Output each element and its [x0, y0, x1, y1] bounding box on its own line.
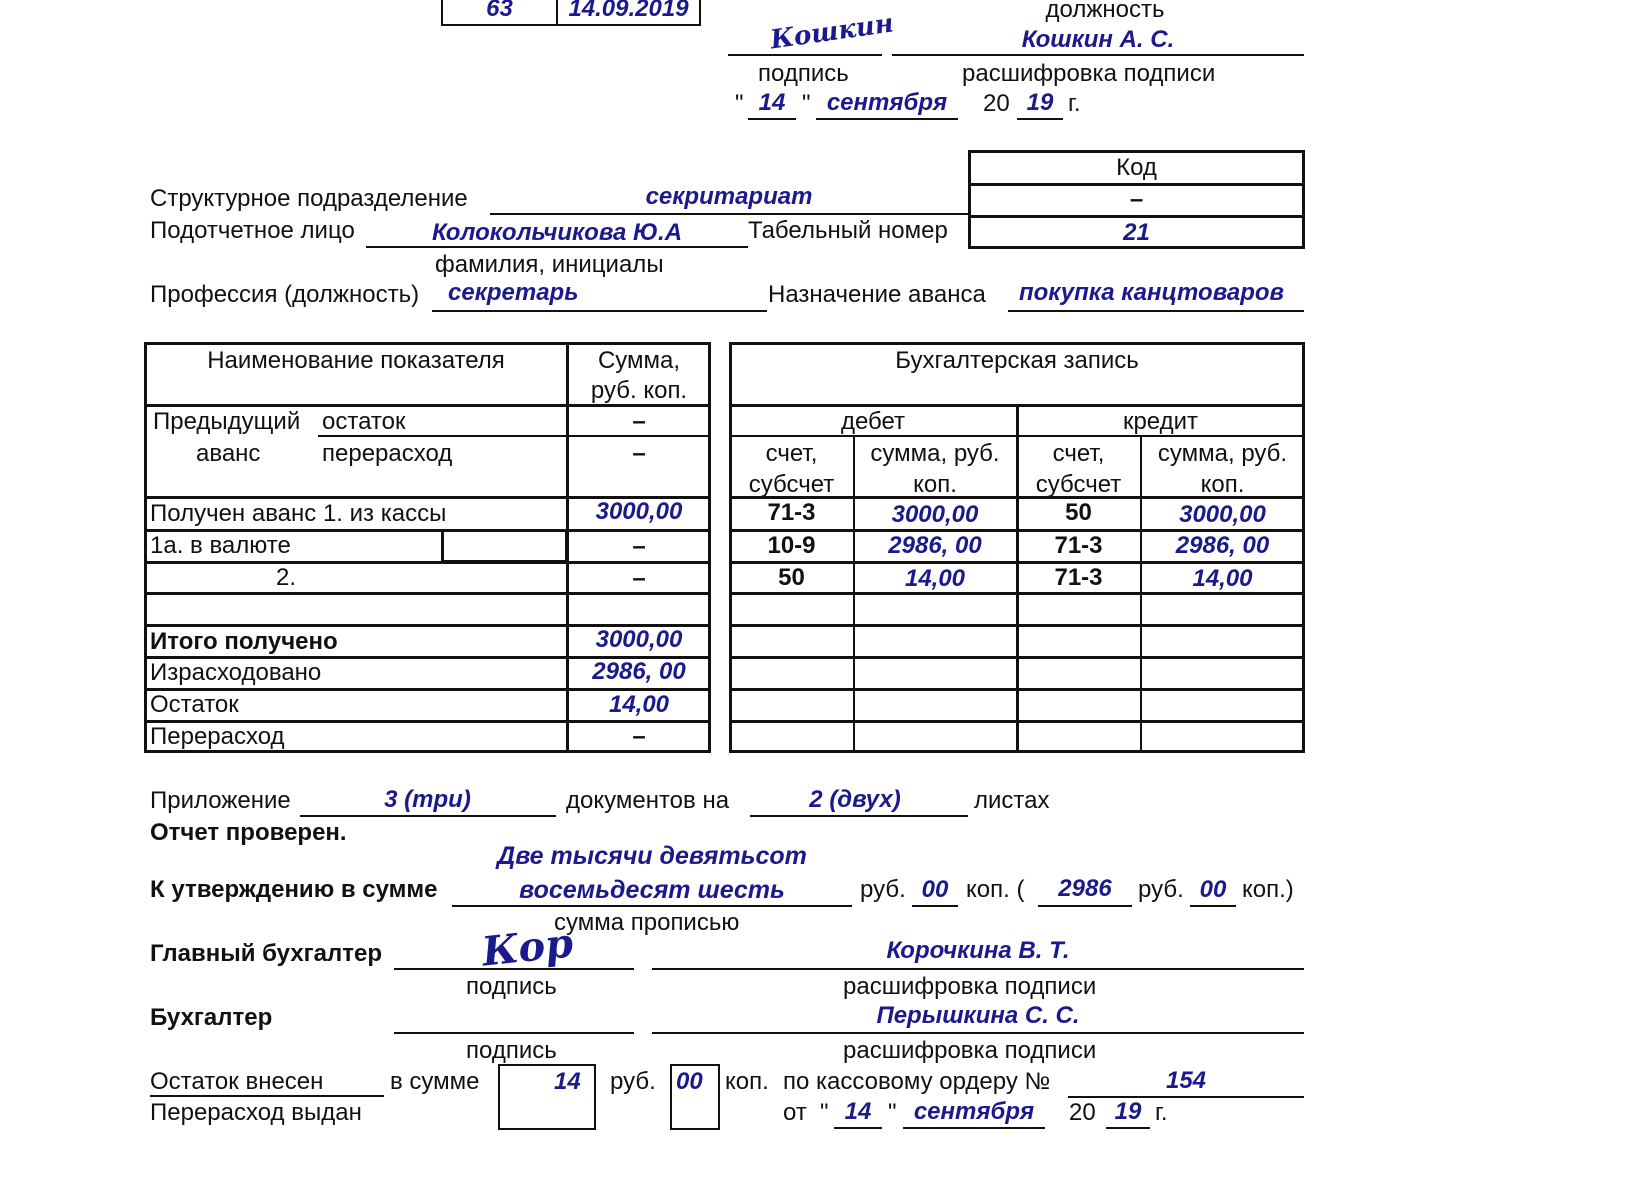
entry-debit-sum: 14,00 [904, 565, 966, 592]
entry-debit-account: 50 [778, 564, 805, 591]
prev-advance-label-1: Предыдущий [153, 408, 301, 435]
order-date-year-line [1106, 1127, 1150, 1129]
order-date-year: 19 [1114, 1098, 1142, 1125]
remainder-rub: руб. [610, 1068, 656, 1095]
remainder-value: 14,00 [608, 691, 670, 718]
approval-date-close-quote: " [802, 90, 811, 117]
approve-kop-open: коп. ( [966, 876, 1025, 903]
accountant-name-caption: расшифровка подписи [843, 1037, 1097, 1064]
profession-label: Профессия (должность) [150, 281, 420, 308]
remainder-rub-box [498, 1064, 596, 1130]
purpose-label: Назначение аванса [768, 281, 986, 308]
overspend-value: – [632, 723, 646, 750]
order-date-close-quote: " [888, 1099, 897, 1126]
subdivision-value: секритариат [645, 183, 813, 210]
approver-name-line [892, 54, 1304, 56]
approval-date-month-line [816, 118, 958, 120]
accountant-name: Перышкина С. С. [876, 1002, 1080, 1029]
entry-credit-sum: 14,00 [1192, 565, 1253, 592]
credit-header: кредит [1122, 408, 1199, 435]
approver-name: Кошкин А. С. [1021, 26, 1175, 53]
debit-sum-header-1: сумма, руб. [870, 440, 1000, 467]
row-2-label: 2. [275, 564, 296, 591]
approve-rub: руб. [860, 876, 906, 903]
approve-number: 2986 [1058, 875, 1112, 902]
approval-date-month: сентября [826, 89, 948, 116]
approve-sum-words-1: Две тысячи девятьсот [497, 842, 807, 870]
accountant-sig-caption: подпись [466, 1037, 557, 1064]
credit-sum-header-2: коп. [1200, 471, 1245, 498]
col-name-header: Наименование показателя [207, 347, 505, 374]
attachment-sheets: 2 (двух) [809, 786, 901, 813]
approval-date-year: 19 [1026, 89, 1054, 116]
credit-acc-header-1: счет, [1052, 440, 1105, 467]
code-table-row-line-2 [968, 215, 1305, 218]
approve-sum-line [452, 905, 852, 907]
approve-kop2-line [1190, 905, 1236, 907]
remainder-in-sum: в сумме [390, 1068, 480, 1095]
chief-signature: Кор [479, 919, 576, 976]
row-2-value: – [632, 565, 646, 592]
approve-kop2-close: коп.) [1242, 876, 1294, 903]
prev-overspend-value: – [632, 440, 646, 467]
doc-date: 14.09.2019 [568, 0, 689, 22]
approve-label: К утверждению в сумме [150, 876, 438, 903]
entry-debit-sum: 2986, 00 [888, 532, 982, 559]
attachment-label: Приложение [150, 787, 291, 814]
approver-signature-caption: подпись [758, 60, 849, 87]
approver-signature: Кошкин [768, 8, 896, 56]
prev-advance-label-2: аванс [196, 440, 261, 467]
cash-order-number: 154 [1165, 1067, 1207, 1094]
credit-acc-header-2: субсчет [1035, 471, 1122, 498]
approval-date-year-prefix: 20 [983, 90, 1010, 117]
overspend-label: Перерасход [150, 723, 285, 750]
credit-sum-header-1: сумма, руб. [1157, 440, 1288, 467]
personnel-number: 21 [1123, 219, 1150, 246]
order-date-month: сентября [913, 1098, 1035, 1125]
chief-label: Главный бухгалтер [150, 940, 383, 967]
order-date-open-quote: " [820, 1099, 829, 1126]
entry-credit-account: 71-3 [1054, 564, 1103, 591]
order-date-year-prefix: 20 [1069, 1099, 1096, 1126]
approve-caption: сумма прописью [554, 909, 740, 936]
col-sum-header-2: руб. коп. [590, 377, 688, 404]
cash-order-label: по кассовому ордеру № [783, 1068, 1051, 1095]
entry-credit-account: 50 [1065, 499, 1092, 526]
cash-order-number-line [1068, 1096, 1304, 1098]
person-line [366, 246, 748, 248]
approver-name-caption: расшифровка подписи [962, 60, 1216, 87]
spent-label: Израсходовано [150, 659, 322, 686]
debit-sum-header-2: коп. [913, 471, 957, 498]
order-date-day-line [834, 1127, 882, 1129]
position-label: должность [1045, 0, 1165, 23]
entry-debit-sum: 3000,00 [891, 501, 979, 528]
overspend-issued-label: Перерасход выдан [150, 1099, 362, 1126]
approve-sum-words-2: восемьдесят шесть [519, 876, 785, 904]
prev-remainder-value: – [632, 408, 646, 435]
chief-name-line [652, 968, 1304, 970]
chief-name-caption: расшифровка подписи [843, 973, 1097, 1000]
entry-debit-account: 71-3 [767, 499, 816, 526]
personnel-label: Табельный номер [748, 217, 948, 244]
remainder-deposited-label: Остаток внесен [150, 1068, 324, 1095]
approve-number-line [1038, 905, 1132, 907]
spent-value: 2986, 00 [592, 658, 686, 685]
approval-date-year-line [1017, 118, 1063, 120]
code-header: Код [1116, 154, 1157, 181]
received-currency-label: 1а. в валюте [150, 532, 291, 559]
attachment-count-line [300, 815, 556, 817]
attachment-mid: документов на [566, 787, 730, 814]
entry-credit-sum: 2986, 00 [1175, 532, 1270, 559]
doc-number: 63 [486, 0, 513, 22]
order-date-month-line [903, 1127, 1045, 1129]
remainder-kop-value: 00 [676, 1068, 703, 1095]
prev-overspend-label: перерасход [322, 440, 453, 467]
report-checked: Отчет проверен. [150, 819, 347, 846]
debit-header: дебет [840, 408, 906, 435]
attachment-sheets-line [750, 815, 968, 817]
accountant-name-line [652, 1032, 1304, 1034]
approval-date-open-quote: " [735, 90, 744, 117]
person-label: Подотчетное лицо [150, 217, 355, 244]
attachment-end: листах [974, 787, 1050, 814]
entry-credit-sum: 3000,00 [1179, 501, 1266, 528]
person-value: Колокольчикова Ю.А [431, 219, 683, 246]
debit-acc-header-2: субсчет [748, 471, 835, 498]
order-date-day: 14 [844, 1098, 872, 1125]
approve-kop-value: 00 [921, 876, 949, 903]
profession-line [432, 310, 767, 312]
chief-sig-caption: подпись [466, 973, 557, 1000]
approve-rub-2: руб. [1138, 876, 1184, 903]
received-cash-label: Получен аванс 1. из кассы [150, 500, 447, 527]
received-currency-value: – [632, 533, 646, 560]
approval-date-day: 14 [758, 89, 786, 116]
remainder-rub-value: 14 [554, 1068, 581, 1095]
approval-date-year-suffix: г. [1068, 90, 1081, 117]
order-date-year-suffix: г. [1155, 1099, 1168, 1126]
entry-debit-account: 10-9 [767, 532, 816, 559]
total-received-label: Итого получено [150, 628, 338, 655]
person-caption: фамилия, инициалы [435, 251, 664, 278]
chief-name: Корочкина В. Т. [886, 937, 1070, 964]
approve-kop-line [912, 905, 958, 907]
remainder-deposited-line [150, 1095, 384, 1097]
prev-remainder-label: остаток [322, 408, 406, 435]
approver-signature-line [728, 54, 882, 56]
attachment-count: 3 (три) [384, 786, 471, 813]
remainder-label: Остаток [150, 691, 239, 718]
total-received-value: 3000,00 [595, 626, 683, 653]
subdivision-label: Структурное подразделение [150, 185, 468, 212]
purpose-value: покупка канцтоваров [1018, 279, 1285, 306]
accountant-signature-line [394, 1032, 634, 1034]
subdivision-line [490, 213, 968, 215]
debit-acc-header-1: счет, [765, 440, 818, 467]
approval-date-day-line [748, 118, 796, 120]
subdivision-code: – [1129, 186, 1144, 213]
entry-credit-account: 71-3 [1054, 532, 1103, 559]
accountant-label: Бухгалтер [150, 1004, 273, 1031]
approve-kop2-value: 00 [1199, 876, 1227, 903]
col-sum-header-1: Сумма, [597, 347, 681, 374]
chief-signature-line [394, 968, 634, 970]
received-cash-value: 3000,00 [595, 498, 683, 525]
accounting-title: Бухгалтерская запись [895, 347, 1139, 374]
order-date-from: от [783, 1099, 807, 1126]
purpose-line [1008, 310, 1304, 312]
profession-value: секретарь [448, 279, 579, 306]
currency-box [441, 529, 568, 563]
remainder-kop: коп. [725, 1068, 769, 1095]
